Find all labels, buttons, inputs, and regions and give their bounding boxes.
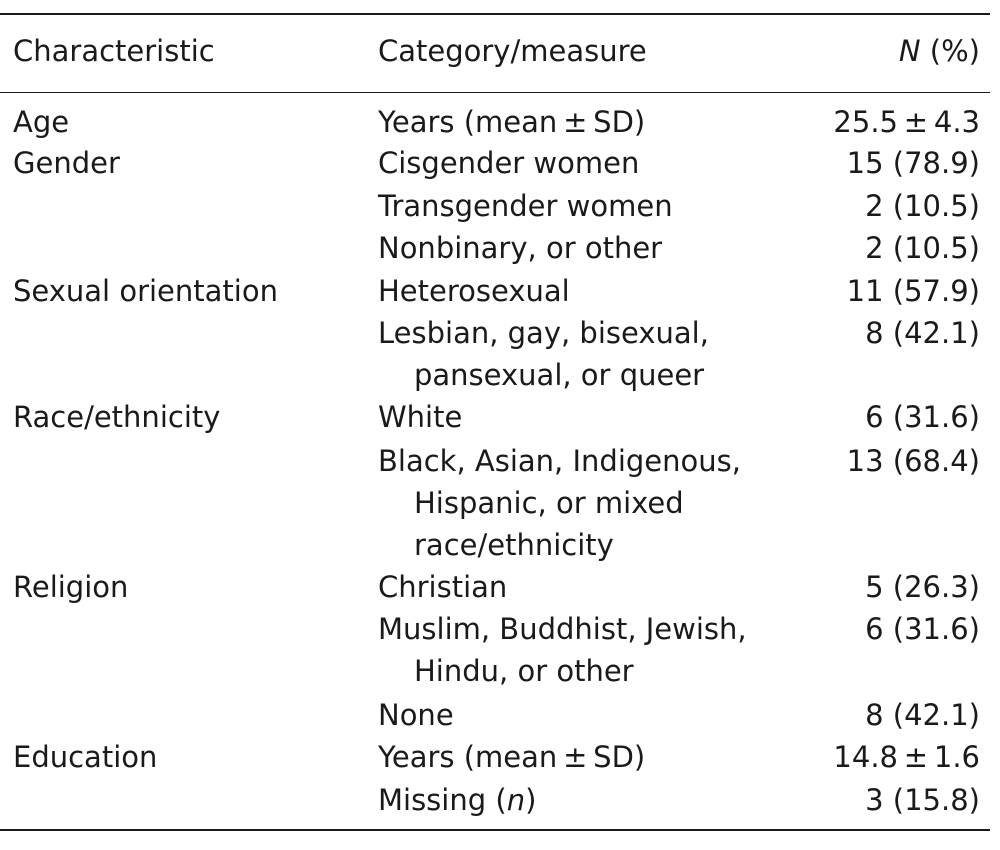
- row-education-category: Years (mean ± SD): [378, 740, 646, 774]
- row-baihm-value: 13 (68.4): [846, 444, 980, 478]
- row-no-religion-value: 8 (42.1): [865, 698, 980, 732]
- row-transgender-value: 2 (10.5): [865, 189, 980, 223]
- row-missing-category: [378, 779, 536, 821]
- row-lgbq-category-line1: Lesbian, gay, bisexual,: [378, 316, 709, 350]
- row-missing-value: 3 (15.8): [865, 783, 980, 817]
- header-category: Category/measure: [378, 34, 647, 68]
- row-cisgender-category: Cisgender women: [378, 146, 640, 180]
- row-lgbq-value: 8 (42.1): [865, 316, 980, 350]
- header-characteristic: Characteristic: [13, 34, 215, 68]
- row-lgbq-category-line2: pansexual, or queer: [414, 358, 705, 392]
- row-lgbq-category: [378, 312, 709, 396]
- row-religion-characteristic: Religion: [13, 570, 129, 604]
- row-white-category: White: [378, 400, 463, 434]
- row-nonbinary-value: 2 (10.5): [865, 231, 980, 265]
- header-n-percent: [899, 30, 980, 72]
- row-other-religion-category-line1: Muslim, Buddhist, Jewish,: [378, 612, 747, 646]
- row-baihm-category: [378, 440, 741, 566]
- bottom-rule: [0, 829, 990, 831]
- row-baihm-category-line2: Hispanic, or mixed: [414, 486, 684, 520]
- row-baihm-category-line1: Black, Asian, Indigenous,: [378, 444, 741, 478]
- row-christian-value: 5 (26.3): [865, 570, 980, 604]
- row-other-religion-value: 6 (31.6): [865, 612, 980, 646]
- header-percent-label: (%): [920, 34, 980, 68]
- row-age-characteristic: Age: [13, 105, 70, 139]
- row-baihm-category-line3: race/ethnicity: [414, 528, 614, 562]
- top-rule: [0, 13, 990, 15]
- row-education-value: 14.8 ± 1.6: [833, 740, 980, 774]
- row-missing-suffix: ): [525, 783, 537, 817]
- row-gender-characteristic: Gender: [13, 146, 120, 180]
- row-christian-category: Christian: [378, 570, 508, 604]
- row-sexual-orientation-characteristic: Sexual orientation: [13, 274, 278, 308]
- header-rule: [0, 92, 990, 93]
- row-missing-prefix: Missing (: [378, 783, 507, 817]
- row-heterosexual-value: 11 (57.9): [846, 274, 980, 308]
- row-race-characteristic: Race/ethnicity: [13, 400, 221, 434]
- row-education-characteristic: Education: [13, 740, 158, 774]
- row-transgender-category: Transgender women: [378, 189, 673, 223]
- row-missing-n: n: [506, 783, 526, 817]
- row-cisgender-value: 15 (78.9): [846, 146, 980, 180]
- row-nonbinary-category: Nonbinary, or other: [378, 231, 663, 265]
- row-heterosexual-category: Heterosexual: [378, 274, 570, 308]
- row-age-value: 25.5 ± 4.3: [833, 105, 980, 139]
- row-age-category: Years (mean ± SD): [378, 105, 646, 139]
- row-no-religion-category: None: [378, 698, 454, 732]
- row-other-religion-category-line2: Hindu, or other: [414, 654, 634, 688]
- header-n-label: N: [898, 34, 921, 68]
- row-white-value: 6 (31.6): [865, 400, 980, 434]
- row-other-religion-category: [378, 608, 747, 692]
